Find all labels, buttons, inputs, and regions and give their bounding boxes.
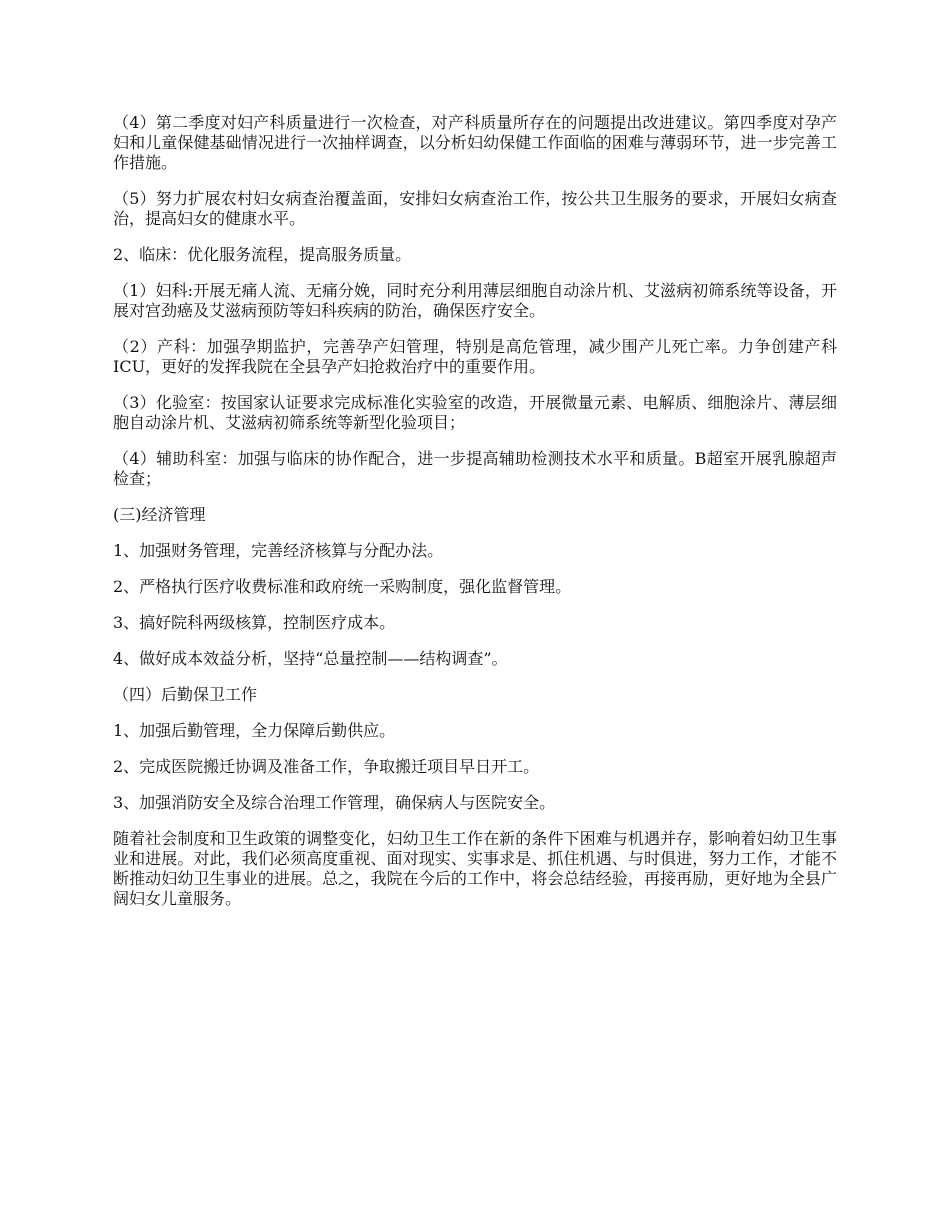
list-item-fire-safety: 3、加强消防安全及综合治理工作管理，确保病人与医院安全。 bbox=[113, 793, 556, 812]
paragraph-laboratory: （3）化验室：按国家认证要求完成标准化实验室的改造，开展微量元素、电解质、细胞涂片、薄层细胞自动涂片机、艾滋病初筛系统等新型化验项目； bbox=[113, 393, 837, 432]
list-item-logistics-management: 1、加强后勤管理，全力保障后勤供应。 bbox=[113, 721, 396, 740]
paragraph-obstetrics: （2）产科：加强孕期监护，完善孕产妇管理，特别是高危管理，减少围产儿死亡率。力争创建产科ICU，更好的发挥我院在全县孕产妇抢救治疗中的重要作用。 bbox=[113, 337, 837, 376]
heading-logistics-security: （四）后勤保卫工作 bbox=[113, 685, 258, 704]
document-body bbox=[113, 113, 837, 925]
list-item-hospital-relocation: 2、完成医院搬迁协调及准备工作，争取搬迁项目早日开工。 bbox=[113, 757, 540, 776]
paragraph-conclusion: 随着社会制度和卫生政策的调整变化，妇幼卫生工作在新的条件下困难与机遇并存，影响着妇幼卫生事业和进展。对此，我们必须高度重视、面对现实、实事求是、抓住机遇、与时俱进，努力工作，才能不断推动妇幼卫生事业的进展。总之，我院在今后的工作中，将会总结经验，再接再励，更好地为全县广阔妇女儿童服务。 bbox=[113, 829, 837, 908]
heading-clinical: 2、临床：优化服务流程，提高服务质量。 bbox=[113, 245, 412, 264]
list-item-finance-management: 1、加强财务管理，完善经济核算与分配办法。 bbox=[113, 541, 444, 560]
paragraph-maternal-quality-check: （4）第二季度对妇产科质量进行一次检查，对产科质量所存在的问题提出改进建议。第四季度对孕产妇和儿童保健基础情况进行一次抽样调查，以分析妇幼保健工作面临的困难与薄弱环节，进一步完善工作措施。 bbox=[113, 113, 837, 172]
list-item-cost-accounting: 3、搞好院科两级核算，控制医疗成本。 bbox=[113, 613, 396, 632]
list-item-fee-standards: 2、严格执行医疗收费标准和政府统一采购制度，强化监督管理。 bbox=[113, 577, 572, 596]
paragraph-auxiliary-departments: （4）辅助科室：加强与临床的协作配合，进一步提高辅助检测技术水平和质量。B超室开展乳腺超声检查； bbox=[113, 449, 837, 488]
paragraph-rural-women-disease-screening: （5）努力扩展农村妇女病查治覆盖面，安排妇女病查治工作，按公共卫生服务的要求，开展妇女病查治，提高妇女的健康水平。 bbox=[113, 189, 837, 228]
paragraph-gynecology: （1）妇科:开展无痛人流、无痛分娩，同时充分利用薄层细胞自动涂片机、艾滋病初筛系统等设备，开展对宫劲癌及艾滋病预防等妇科疾病的防治，确保医疗安全。 bbox=[113, 281, 837, 320]
heading-economic-management: (三)经济管理 bbox=[113, 505, 206, 524]
list-item-cost-benefit-analysis: 4、做好成本效益分析，坚持“总量控制——结构调查”。 bbox=[113, 649, 508, 668]
